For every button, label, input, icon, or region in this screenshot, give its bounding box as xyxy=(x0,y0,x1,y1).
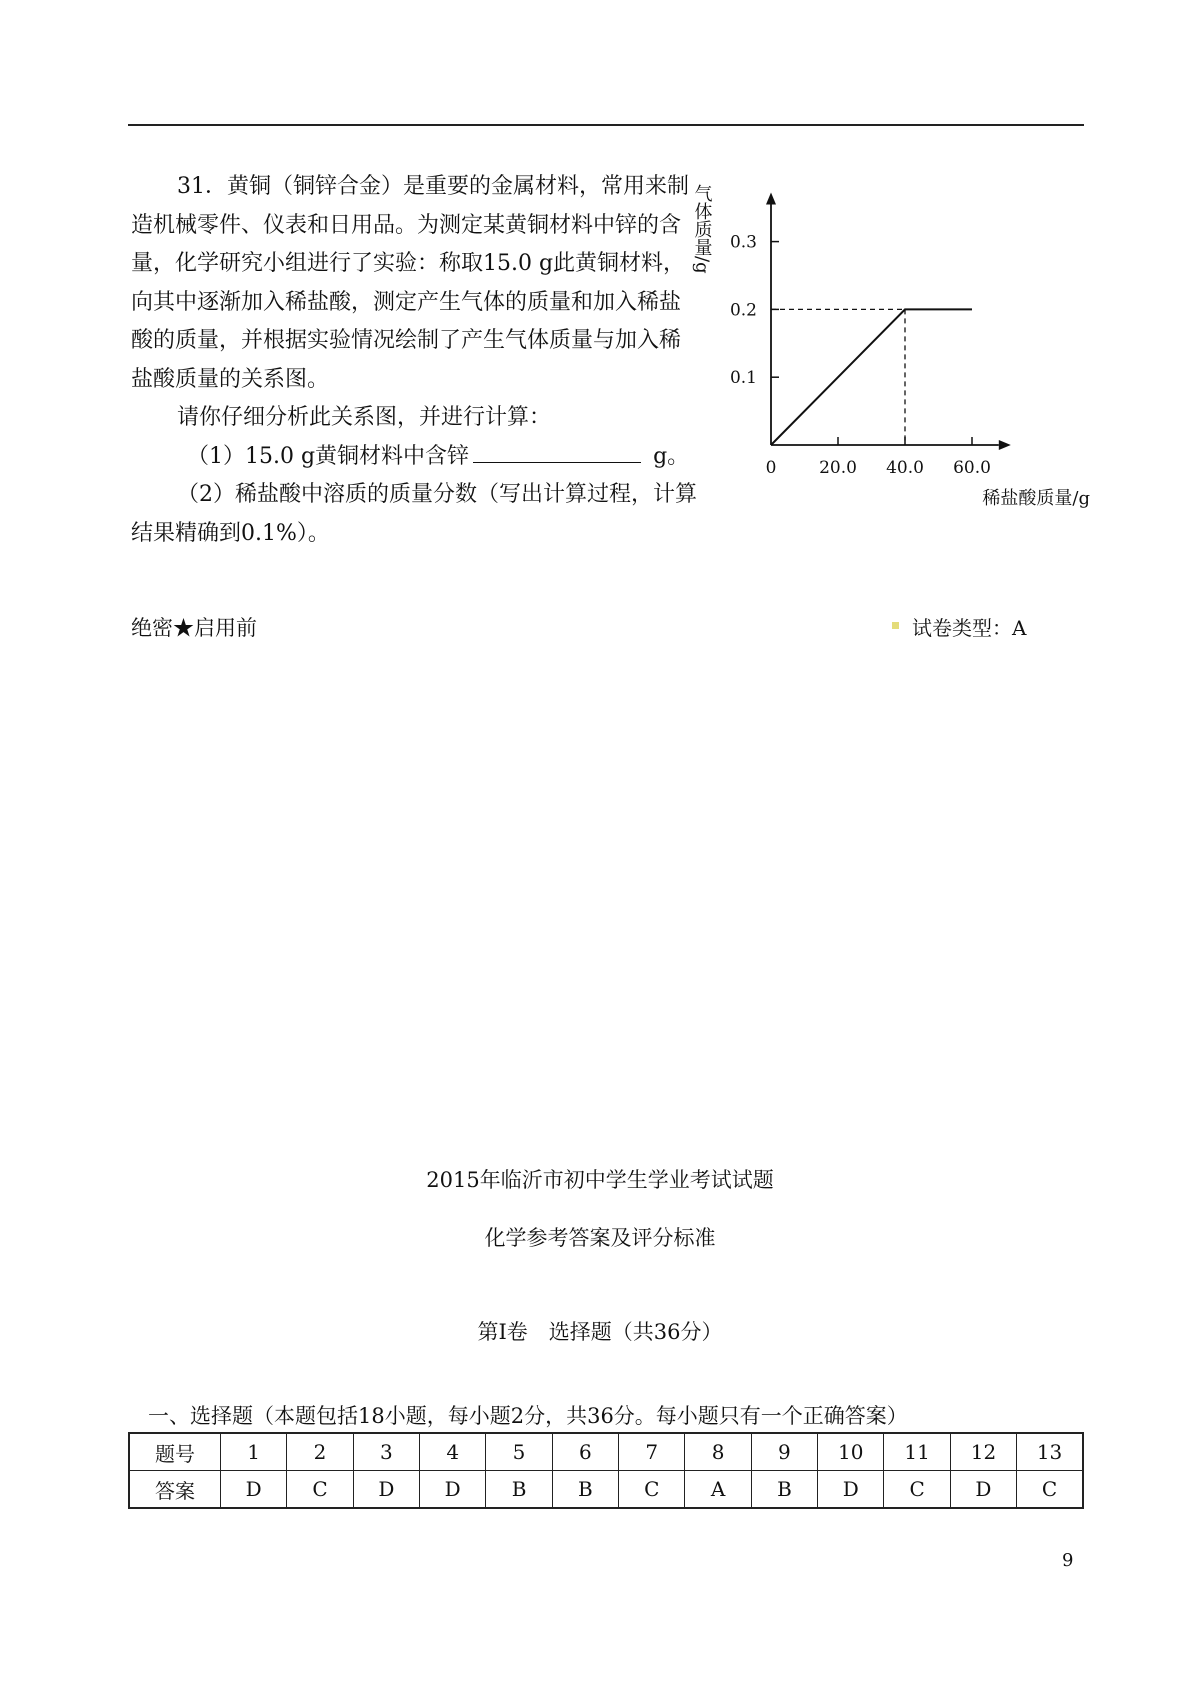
y-tick-label: 0.3 xyxy=(729,232,757,253)
highlight-marker xyxy=(892,622,899,629)
x-axis-arrow xyxy=(999,440,1011,450)
question-intro: 31．黄铜（铜锌合金）是重要的金属材料，常用来制造机械零件、仪表和日用品。为测定某黄铜材料中锌的含量，化学研究小组进行了实验：称取15.0 g此黄铜材料，向其中逐渐加入稀盐酸，测定产生气体的质量和加入稀盐酸的质量，并根据实验情况绘制了产生气体质量与加入稀盐酸质量的关系图。 xyxy=(131,174,689,392)
answer-cell: D xyxy=(818,1471,884,1509)
question-number-cell: 12 xyxy=(950,1433,1016,1471)
question-number-cell: 2 xyxy=(287,1433,353,1471)
answer-cell: B xyxy=(552,1471,618,1509)
question-31 xyxy=(131,168,701,553)
answer-cell: D xyxy=(221,1471,287,1509)
question-number-cell: 8 xyxy=(685,1433,751,1471)
section-note: 一、选择题（本题包括18小题，每小题2分，共36分。每小题只有一个正确答案） xyxy=(148,1404,908,1428)
answer-cell: D xyxy=(950,1471,1016,1509)
answer-cell: C xyxy=(1017,1471,1083,1509)
answer-key-title: 2015年临沂市初中学生学业考试试题 xyxy=(426,1168,774,1192)
answer-cell: B xyxy=(751,1471,817,1509)
answer-blank[interactable] xyxy=(473,442,641,463)
top-rule xyxy=(128,124,1084,126)
question-number-cell: 3 xyxy=(353,1433,419,1471)
part1-prefix: （1）15.0 g黄铜材料中含锌 xyxy=(187,443,470,469)
answer-cell: D xyxy=(353,1471,419,1509)
row-header-number: 题号 xyxy=(129,1433,221,1471)
x-tick-label: 40.0 xyxy=(886,458,924,478)
y-tick-label: 0.1 xyxy=(729,368,757,389)
question-part-1 xyxy=(131,438,701,477)
question-number-cell: 9 xyxy=(751,1433,817,1471)
number-row xyxy=(129,1433,1083,1471)
answer-cell: B xyxy=(486,1471,552,1509)
answer-cell: C xyxy=(287,1471,353,1509)
question-part-2: （2）稀盐酸中溶质的质量分数（写出计算过程，计算结果精确到0.1%）。 xyxy=(131,482,697,546)
answer-cell: C xyxy=(884,1471,950,1509)
gas-mass-chart xyxy=(691,184,1100,550)
answer-key-subtitle: 化学参考答案及评分标准 xyxy=(484,1226,716,1250)
confidential-label: 绝密★启用前 xyxy=(131,616,257,640)
question-number-cell: 10 xyxy=(818,1433,884,1471)
data-line xyxy=(771,309,972,445)
part1-suffix: g。 xyxy=(653,443,690,469)
exam-type-label: 试卷类型：A xyxy=(912,616,1027,640)
y-tick-label: 0.2 xyxy=(729,300,757,321)
x-axis-label: 稀盐酸质量/g xyxy=(982,488,1090,509)
x-tick-label: 60.0 xyxy=(953,458,991,478)
answer-cell: A xyxy=(685,1471,751,1509)
question-number-cell: 7 xyxy=(619,1433,685,1471)
question-number-cell: 6 xyxy=(552,1433,618,1471)
answer-cell: C xyxy=(619,1471,685,1509)
page-number: 9 xyxy=(1062,1550,1074,1571)
question-number-cell: 1 xyxy=(221,1433,287,1471)
x-tick-label: 0 xyxy=(765,458,777,478)
answer-row xyxy=(129,1471,1083,1509)
row-header-answer: 答案 xyxy=(129,1471,221,1509)
question-instruction: 请你仔细分析此关系图，并进行计算： xyxy=(177,405,552,430)
section-heading: 第Ⅰ卷 选择题（共36分） xyxy=(477,1320,723,1344)
question-number-cell: 11 xyxy=(884,1433,950,1471)
question-number-cell: 13 xyxy=(1017,1433,1083,1471)
y-axis-arrow xyxy=(766,192,776,204)
answer-cell: D xyxy=(420,1471,486,1509)
question-number-cell: 5 xyxy=(486,1433,552,1471)
x-tick-label: 20.0 xyxy=(819,458,857,478)
y-axis-label: 气体质量/g xyxy=(691,184,713,274)
answer-table xyxy=(128,1432,1084,1509)
question-number-cell: 4 xyxy=(420,1433,486,1471)
